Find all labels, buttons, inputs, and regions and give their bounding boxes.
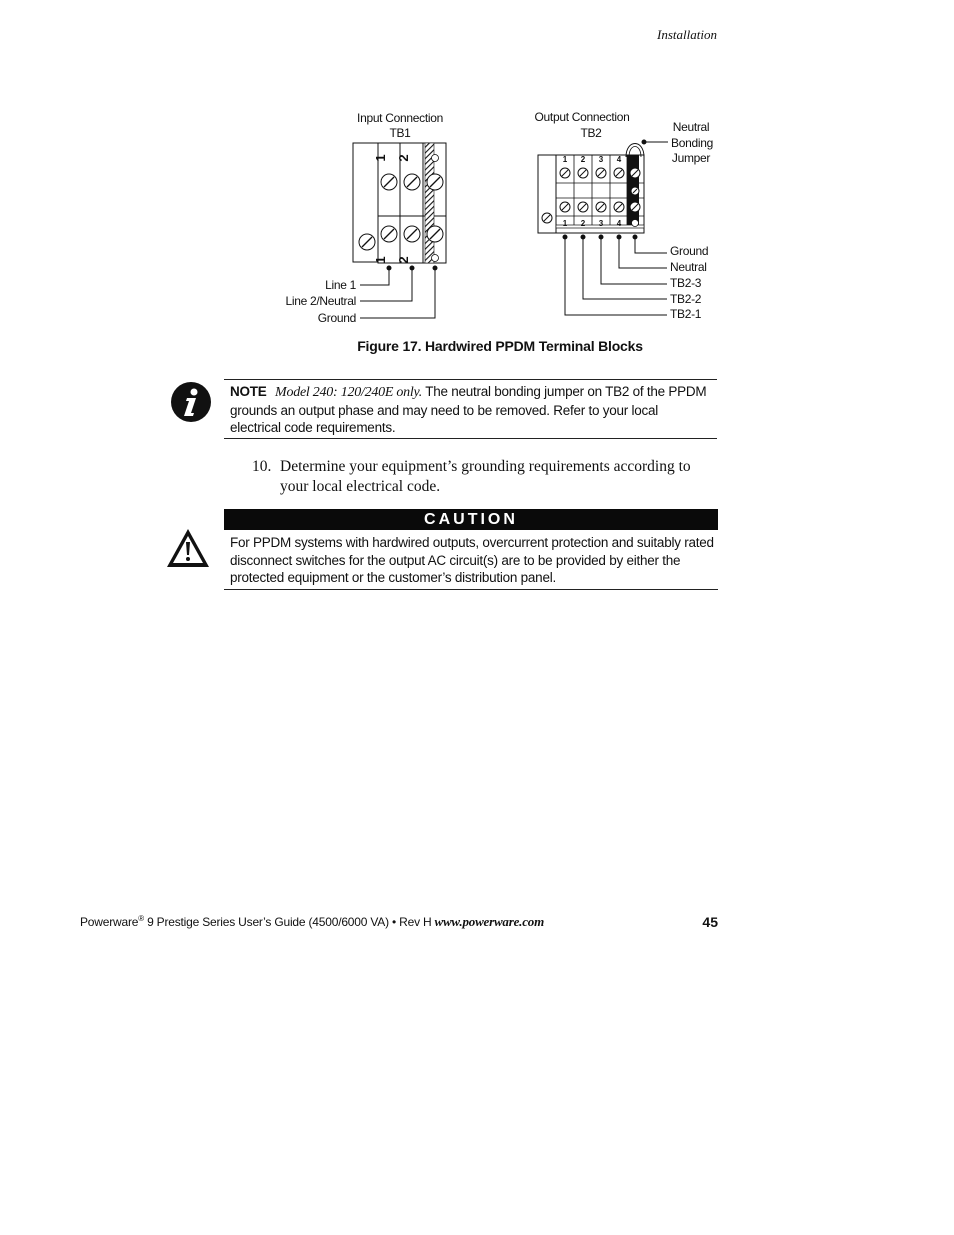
tb2-top-number-5: 5 bbox=[632, 155, 638, 164]
jumper-label-line3: Jumper bbox=[671, 151, 711, 165]
tb2-terminal-block bbox=[538, 155, 644, 233]
tb2-bottom-number-3: 3 bbox=[598, 219, 604, 228]
tb2-top-number-3: 3 bbox=[598, 155, 604, 164]
note-label: NOTE bbox=[230, 384, 267, 399]
jumper-label-line1: Neutral bbox=[672, 120, 710, 134]
step-number: 10. bbox=[252, 458, 272, 475]
footer-registered-mark: ® bbox=[138, 914, 144, 923]
note-body: The neutral bonding jumper on TB2 of the PPDM grounds an output phase and may need to be removed. Refer to your local electrical code requirements. bbox=[230, 384, 707, 435]
note-model: Model 240: 120/240E only. bbox=[275, 385, 422, 400]
caution-bottom-rule bbox=[224, 589, 718, 590]
caution-title: CAUTION bbox=[224, 509, 718, 530]
tb1-top-number-1: 1 bbox=[373, 154, 388, 162]
tb2-bottom-number-4: 4 bbox=[616, 219, 622, 228]
tb1-bottom-number-1: 1 bbox=[373, 256, 388, 264]
footer-guide-title: 9 Prestige Series User’s Guide (4500/6000 VA) • Rev H bbox=[143, 915, 432, 929]
tb1-bottom-number-2: 2 bbox=[396, 256, 411, 264]
caution-text: For PPDM systems with hardwired outputs, overcurrent protection and suitably rated disconnect switches for the output AC circuit(s) are to be provided by either the protected equipment or the customer’s distribution panel. bbox=[230, 535, 714, 585]
tb2-callout-tb2-1: TB2-1 bbox=[670, 307, 702, 321]
terminal-blocks-figure bbox=[280, 105, 720, 330]
jumper-label-line2: Bonding bbox=[671, 136, 713, 150]
tb1-leader-lines bbox=[360, 266, 437, 318]
tb1-callout-ground: Ground bbox=[317, 311, 356, 325]
footer-brand: Powerware bbox=[80, 915, 139, 929]
tb1-callout-line1: Line 1 bbox=[325, 278, 356, 292]
footer-url: www.powerware.com bbox=[434, 914, 544, 929]
tb1-title-line2: TB1 bbox=[389, 126, 411, 140]
tb2-callout-ground: Ground bbox=[670, 244, 709, 258]
warning-icon bbox=[166, 527, 210, 569]
tb2-title-line2: TB2 bbox=[580, 126, 602, 140]
tb2-callout-tb2-2: TB2-2 bbox=[670, 292, 702, 306]
tb1-callout-line2-neutral: Line 2/Neutral bbox=[285, 294, 356, 308]
tb1-top-number-2: 2 bbox=[396, 154, 411, 162]
tb2-top-number-1: 1 bbox=[562, 155, 568, 164]
tb2-bottom-number-1: 1 bbox=[562, 219, 568, 228]
step-text: Determine your equipment’s grounding requirements according to your local electrical code. bbox=[280, 458, 691, 495]
footer-guide-info bbox=[80, 914, 544, 930]
tb2-leader-lines bbox=[563, 235, 667, 315]
tb1-title-line1: Input Connection bbox=[357, 111, 443, 125]
note-text bbox=[230, 383, 710, 437]
tb2-top-number-2: 2 bbox=[580, 155, 586, 164]
tb2-bottom-number-2: 2 bbox=[580, 219, 586, 228]
tb2-title-line1: Output Connection bbox=[534, 110, 630, 124]
tb2-callout-neutral: Neutral bbox=[670, 260, 707, 274]
info-icon bbox=[170, 381, 212, 423]
tb2-top-number-4: 4 bbox=[616, 155, 622, 164]
running-header: Installation bbox=[657, 27, 717, 42]
page-number: 45 bbox=[702, 914, 718, 930]
tb2-callout-tb2-3: TB2-3 bbox=[670, 276, 702, 290]
figure-caption: Figure 17. Hardwired PPDM Terminal Blocks bbox=[357, 338, 643, 354]
